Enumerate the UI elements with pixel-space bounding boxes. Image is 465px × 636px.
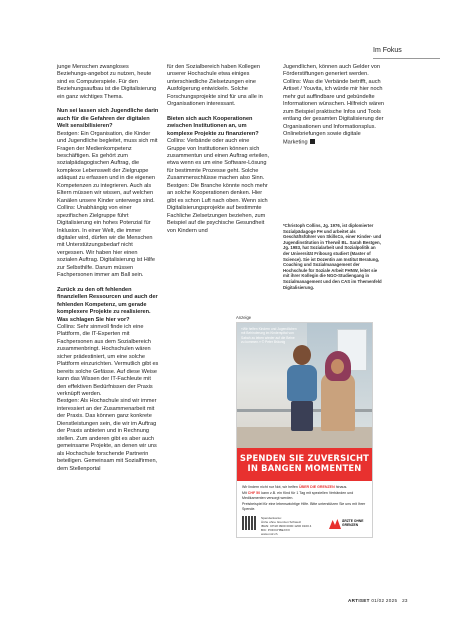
- msf-logo-icon: [329, 519, 341, 529]
- paragraph: junge Menschen zwangloses Beziehungs-angebot zu nutzen, heute sind es Computerspiele. Für den Beziehungsaufbau ist die Digitalisierung ein ganz wichtiges Thema.: [57, 64, 157, 100]
- ad-photo: [237, 323, 372, 448]
- interview-answer: Bestgen: Als Hochschule sind wir immer interessiert an der Zusammenarbeit mit der Praxis. Das können ganz konkrete Dienstleistungen sein, die wir im Auftrag der Praxis anbieten und in Rechnung stellen. Zum anderen gibt es aber auch gemeinsame Projekte, an denen wir uns als Hochschule forschende Partnerin beteiligen. Gemeinsam mit Sozialfirmen, dem Stellenportal: [57, 398, 158, 472]
- ad-url[interactable]: www.msf.ch: [261, 532, 278, 537]
- section-rule: [373, 58, 440, 59]
- column-1: [57, 64, 159, 473]
- msf-logo: [329, 519, 367, 530]
- interview-question: Zurück zu den oft fehlenden finanziellen Ressourcen und auch der fehlenden Kompetenz, um gerade komplexere Projekte zu realisieren. Was schlagen Sie hier vor?: [57, 286, 158, 323]
- interview-answer: Collins: Sehr sinnvoll finde ich eine Plattform, die IT-Experten mit Fachpersonen aus dem Sozialbereich zusammenbringt. Hochschulen wären sicher prädestiniert, um eine solche Plattform einzurichten. Vermutlich gibt es bereits solche Gefässe. Auf diese Weise kann das Wissen der IT-Fachleute mit den effektiven Bedürfnissen der Praxis verknüpft werden.: [57, 323, 159, 398]
- msf-logo-text: ÄRZTE OHNE GRENZEN: [342, 519, 364, 527]
- column-2: [167, 64, 269, 235]
- ad-headline-2: IN BANGEN MOMENTEN: [247, 463, 362, 473]
- ad-headline-1: SPENDEN SIE ZUVERSICHT: [239, 453, 370, 463]
- column-3: [283, 64, 385, 146]
- paragraph: für den Sozialbereich haben Kollegen unserer Hochschule etwa einiges unterschiedliche Zielsetzungen eine Ausfolgerung entwickeln. Solche Forschungsprojekte sind für uns alle in Organisationen interessant.: [167, 64, 263, 108]
- interview-answer: Collins: Unabhängig von einer spezifischen Zielgruppe führt Digitalisierung ein hohes Potenzial für Inklusion. In einer Welt, die immer digitaler wird, dürfen wir die Menschen mit Unterstützungsbedarf nicht vergessen. Wir haben hier einen sozialen Auftrag. Digitalisierung ist Hilfe zur Selbsthilfe. Darum müssen Fachpersonen immer am Ball sein.: [57, 205, 155, 279]
- page-number: 23: [402, 598, 408, 603]
- advertisement[interactable]: [236, 322, 373, 538]
- ad-photo-caption: «Wir helfen Kindern und Jugendlichen mit Behinderung im Kinderspital von Sabah zu leben wieder auf die Beine zu kommen.» © Peter Bräunig: [241, 327, 297, 344]
- interview-answer: Bestgen: Die Branche könnte noch mehr an solche Kooperationen denken. Hier gibt es schon Luft nach oben. Wenn sich Digitalisierungsprojekte auf bestimmte Fachliche Zielsetzungen beziehen, zum Beispiel auf die psychische Gesundheit von Kindern und: [167, 182, 268, 234]
- ad-bank-details: Spendenkonto: Ärzte ohne Grenzen Schweiz IBAN: CH18 0900 0000 1200 0100 4 BIC: POFICHBEXXX www.msf.ch: [261, 516, 321, 536]
- answer-text: Collins: Was die Verbände betrifft, auch Artiset / Youvita, ich würde mir hier noch mehr gut auffindbare und gebündelte Informationen wünschen. Hilfreich wären zum Beispiel praktische Infos und Tools entlang der gesamten Digitalisierung der Organisationen und Informationsplus. Onlinebriefungen sowie digitale Marketing: [283, 78, 385, 146]
- ad-body: Wir lindern nicht nur Not, wir helfen ÜBER DIE GRENZEN hinaus. Mit CHF 50 kann z.B. ein Kind für 1 Tag mit speziellen Verbänden und Medikamenten versorgt werden. Preisbeispiel für eine lebenswichtige Hilfe. Bitte unterstützen Sie uns mit Ihrer Spende.: [242, 485, 366, 511]
- interview-answer: Bestgen: Ein Organisation, die Kinder und Jugendliche begleitet, muss sich mit Fragen der Medienkompetenz beschäftigen. Es gehört zum sozialpädagogischen Auftrag, die komplexe Lebenswelt der Zielgruppe adäquat zu erfassen und in die eigenen Kompetenzen zu integrieren. Auch als Eltern müssen wir wissen, auf welchen Kanälen unsere Kinder unterwegs sind.: [57, 130, 158, 204]
- ad-label: Anzeige: [236, 315, 252, 320]
- interview-answer: [283, 79, 385, 147]
- qr-code-icon: [242, 516, 256, 530]
- interview-answer: Collins: Verbände oder auch eine Gruppe von Institutionen können sich zusammentun und einen Auftrag erteilen, etwa wenn es um eine Software-Lösung für bestimmte Prozesse geht. Solche Zusammenschlüsse machen also Sinn.: [167, 138, 269, 182]
- interview-question: Bieten sich auch Kooperationen zwischen Institutionen an, um komplexe Projekte zu finanzieren?: [167, 115, 259, 137]
- ad-banner: [237, 448, 372, 481]
- interview-question: Nun sei lassen sich Jugendliche darin auch für die Gefahren der digitalen Welt sensibilisieren?: [57, 108, 159, 130]
- end-mark-icon: [310, 139, 315, 144]
- paragraph: Jugendlichen, können auch Gelder von Förderstiftungen generiert werden.: [283, 64, 381, 78]
- footer-issue: 01/02 2025: [371, 598, 398, 603]
- page-footer: [348, 598, 408, 603]
- author-footnote: *Christoph Collins, Jg. 1976, ist diplomierter Sozialpädagoge FH und arbeitet als Geschäftsführer von SkillsCo, einer Kinder- und Jugendinstitution in Therwil BL. Sarah Bestgen, Jg. 1983, hat Sozialarbeit und Sozialpolitik an der Universität Fribourg studiert (Master of Science). Sie ist Dozentin am Institut Beratung, Coaching und Sozialmanagement der Hochschule für Soziale Arbeit FHNW, leitet sie mit ihrer Kollegin die NGO-Studiengang in Sozialmanagement und den CAS im Themenfeld Digitalisierung.: [283, 223, 382, 290]
- footer-brand: ARTISET: [348, 598, 370, 603]
- section-label: Im Fokus: [373, 47, 402, 54]
